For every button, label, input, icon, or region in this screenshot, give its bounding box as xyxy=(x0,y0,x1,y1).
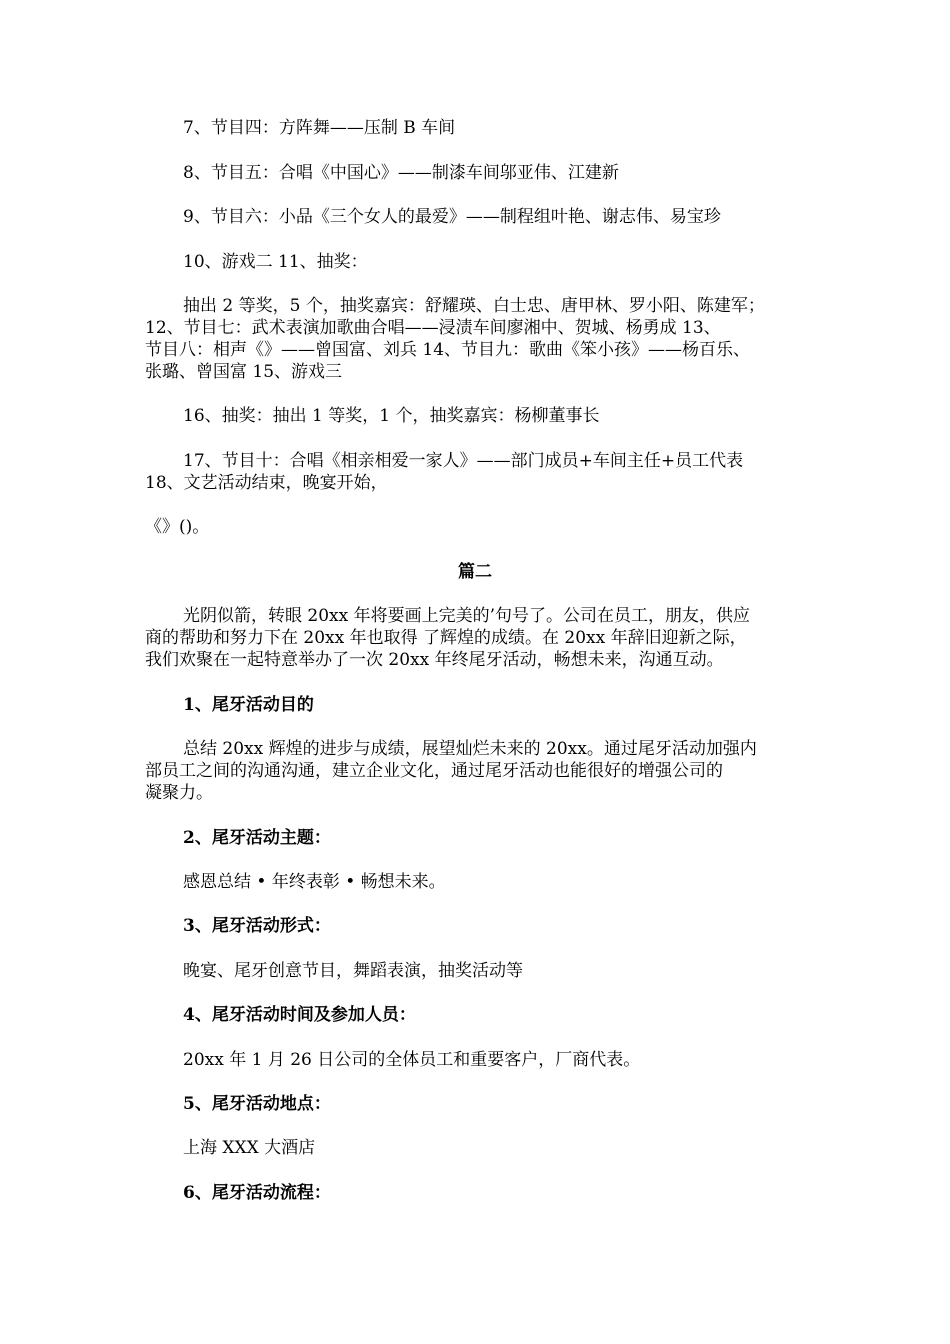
heading-theme: 2、尾牙活动主题： xyxy=(183,828,331,848)
format-body: 晚宴、尾牙创意节目，舞蹈表演，抽奖活动等 xyxy=(183,961,523,981)
note-line: 《》()。 xyxy=(145,517,210,537)
time-participants-body: 20xx 年 1 月 26 日公司的全体员工和重要客户，厂商代表。 xyxy=(183,1050,641,1070)
lottery-2-line-1: 抽出 2 等奖，5 个，抽奖嘉宾：舒耀瑛、白士忠、唐甲林、罗小阳、陈建军； xyxy=(183,296,765,316)
lottery-2-line-3: 节目八：相声《》——曾国富、刘兵 14、节目九：歌曲《笨小孩》——杨百乐、 xyxy=(145,340,751,360)
location-body: 上海 XXX 大酒店 xyxy=(183,1138,316,1158)
theme-body: 感恩总结 • 年终表彰 • 畅想未来。 xyxy=(183,872,446,892)
heading-format: 3、尾牙活动形式： xyxy=(183,916,331,936)
intro-line-3: 我们欢聚在一起特意举办了一次 20xx 年终尾牙活动，畅想未来，沟通互动。 xyxy=(145,650,724,670)
program-item-8: 8、节目五：合唱《中国心》——制漆车间邬亚伟、江建新 xyxy=(183,163,619,183)
heading-purpose: 1、尾牙活动目的 xyxy=(183,695,314,715)
program-item-16: 16、抽奖：抽出 1 等奖，1 个，抽奖嘉宾：杨柳董事长 xyxy=(183,406,600,426)
purpose-line-2: 部员工之间的沟通沟通，建立企业文化，通过尾牙活动也能很好的增强公司的 xyxy=(145,761,723,781)
heading-location: 5、尾牙活动地点： xyxy=(183,1094,331,1114)
purpose-line-3: 凝聚力。 xyxy=(145,783,213,803)
heading-time-participants: 4、尾牙活动时间及参加人员： xyxy=(183,1005,416,1025)
program-item-9: 9、节目六：小品《三个女人的最爱》——制程组叶艳、谢志伟、易宝珍 xyxy=(183,207,721,227)
program-item-7: 7、节目四：方阵舞——压制 B 车间 xyxy=(183,118,456,138)
intro-line-1: 光阴似箭，转眼 20xx 年将要画上完美的’句号了。公司在员工，朋友，供应 xyxy=(183,606,751,626)
lottery-2-line-2: 12、节目七：武术表演加歌曲合唱——浸渍车间廖湘中、贺城、杨勇成 13、 xyxy=(145,318,721,338)
purpose-line-1: 总结 20xx 辉煌的进步与成绩，展望灿烂未来的 20xx。通过尾牙活动加强内 xyxy=(183,739,757,759)
section-title: 篇二 xyxy=(458,562,492,582)
program-item-10-11: 10、游戏二 11、抽奖： xyxy=(183,252,368,272)
lottery-2-line-4: 张璐、曾国富 15、游戏三 xyxy=(145,362,343,382)
heading-process: 6、尾牙活动流程： xyxy=(183,1183,331,1203)
program-item-17: 17、节目十：合唱《相亲相爱一家人》——部门成员+车间主任+员工代表 xyxy=(183,451,744,471)
intro-line-2: 商的帮助和努力下在 20xx 年也取得 了辉煌的成绩。在 20xx 年辞旧迎新之际， xyxy=(145,628,747,648)
program-item-18: 18、文艺活动结束，晚宴开始， xyxy=(145,473,388,493)
